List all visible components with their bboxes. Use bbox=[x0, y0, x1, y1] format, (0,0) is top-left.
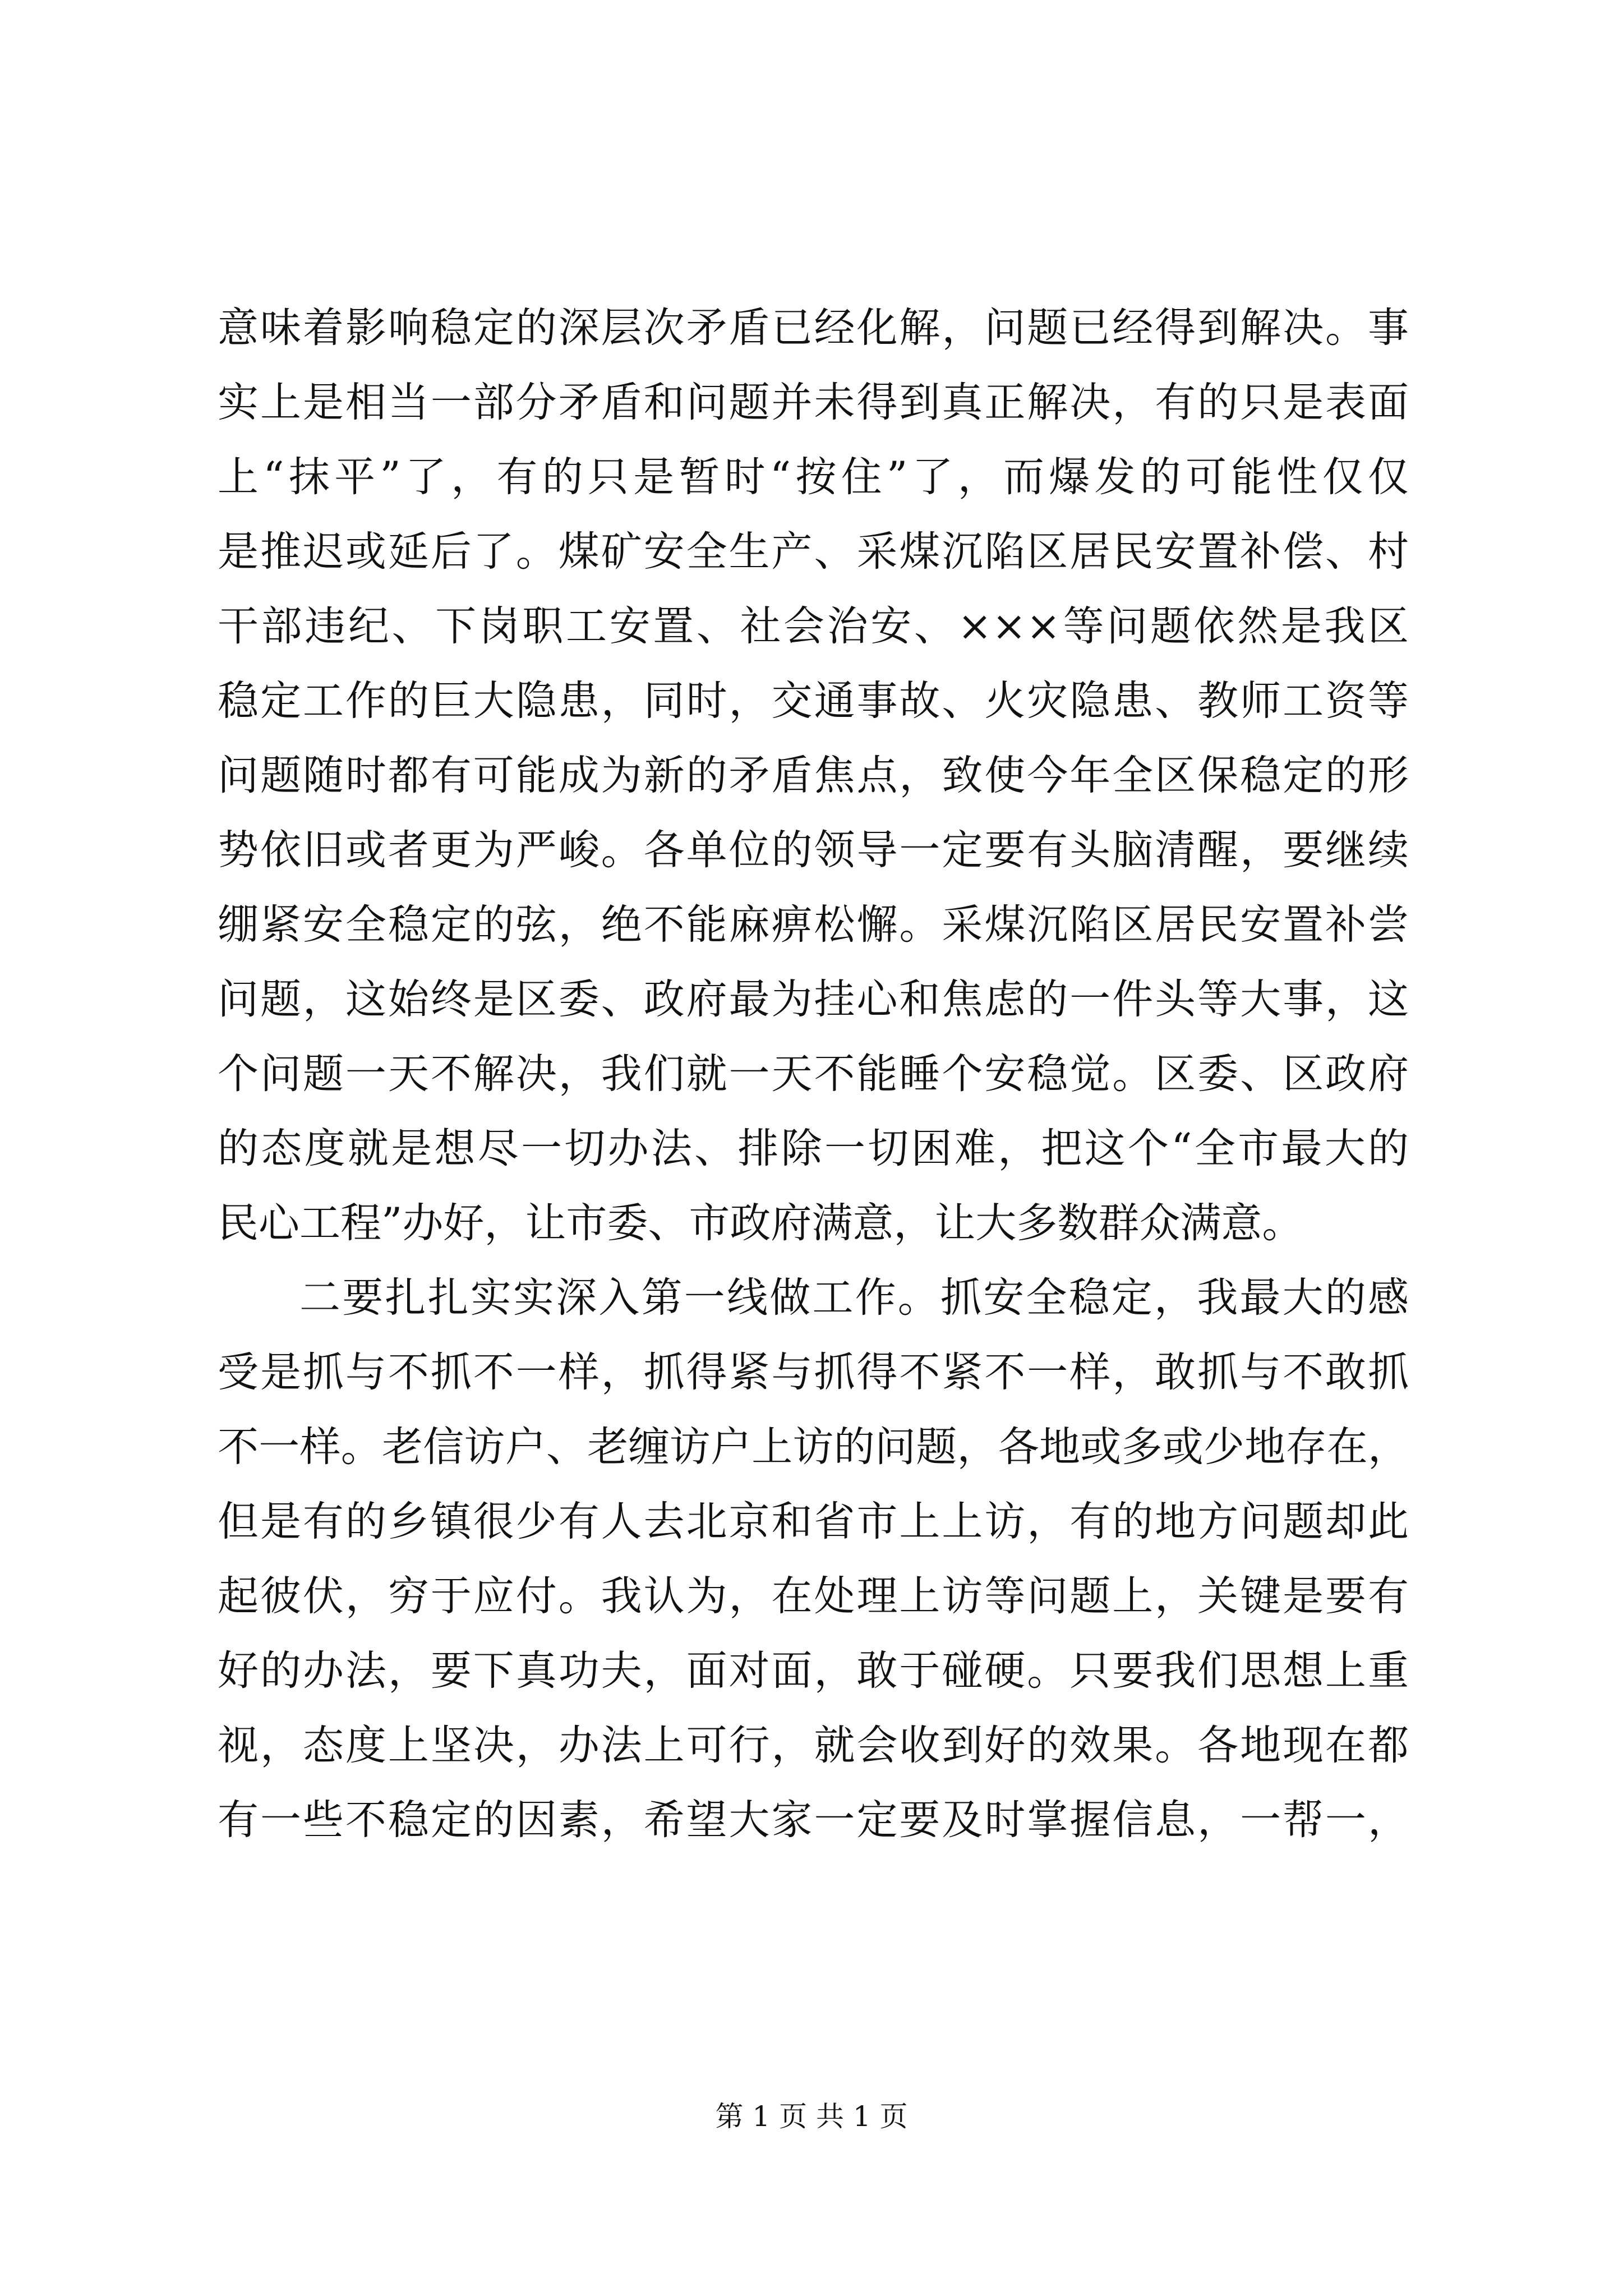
text-line-paragraph-start: 二要扎扎实实深入第一线做工作。抓安全稳定，我最大的感 bbox=[299, 1274, 1409, 1322]
text-line: 稳定工作的巨大隐患，同时，交通事故、火灾隐患、教师工资等 bbox=[218, 677, 1409, 725]
text-line: 问题随时都有可能成为新的矛盾焦点，致使今年全区保稳定的形 bbox=[218, 752, 1409, 799]
body-text bbox=[218, 291, 1409, 1857]
text-line: 实上是相当一部分矛盾和问题并未得到真正解决，有的只是表面 bbox=[218, 379, 1409, 426]
text-line: 受是抓与不抓不一样，抓得紧与抓得不紧不一样，敢抓与不敢抓 bbox=[218, 1349, 1409, 1396]
text-line: 有一些不稳定的因素，希望大家一定要及时掌握信息，一帮一， bbox=[218, 1796, 1409, 1844]
text-line: 不一样。老信访户、老缠访户上访的问题，各地或多或少地存在， bbox=[218, 1423, 1409, 1471]
text-line: 好的办法，要下真功夫，面对面，敢于碰硬。只要我们思想上重 bbox=[218, 1647, 1409, 1695]
text-line: 势依旧或者更为严峻。各单位的领导一定要有头脑清醒，要继续 bbox=[218, 826, 1409, 874]
text-line: 但是有的乡镇很少有人去北京和省市上上访，有的地方问题却此 bbox=[218, 1498, 1409, 1545]
text-line: 的态度就是想尽一切办法、排除一切困难，把这个“全市最大的 bbox=[218, 1125, 1409, 1172]
text-line: 上“抹平”了，有的只是暂时“按住”了，而爆发的可能性仅仅 bbox=[218, 453, 1409, 501]
text-line: 个问题一天不解决，我们就一天不能睡个安稳觉。区委、区政府 bbox=[218, 1050, 1409, 1098]
text-line: 起彼伏，穷于应付。我认为，在处理上访等问题上，关键是要有 bbox=[218, 1572, 1409, 1620]
text-line: 是推迟或延后了。煤矿安全生产、采煤沉陷区居民安置补偿、村 bbox=[218, 528, 1409, 576]
page-footer: 第 1 页 共 1 页 bbox=[715, 2100, 908, 2133]
text-line: 民心工程”办好，让市委、市政府满意，让大多数群众满意。 bbox=[218, 1199, 1303, 1247]
text-line: 视，态度上坚决，办法上可行，就会收到好的效果。各地现在都 bbox=[218, 1722, 1409, 1769]
text-line: 干部违纪、下岗职工安置、社会治安、×××等问题依然是我区 bbox=[218, 602, 1409, 650]
text-line: 绷紧安全稳定的弦，绝不能麻痹松懈。采煤沉陷区居民安置补尝 bbox=[218, 901, 1409, 949]
text-line: 意味着影响稳定的深层次矛盾已经化解，问题已经得到解决。事 bbox=[218, 304, 1409, 352]
text-line: 问题，这始终是区委、政府最为挂心和焦虑的一件头等大事，这 bbox=[218, 976, 1409, 1023]
